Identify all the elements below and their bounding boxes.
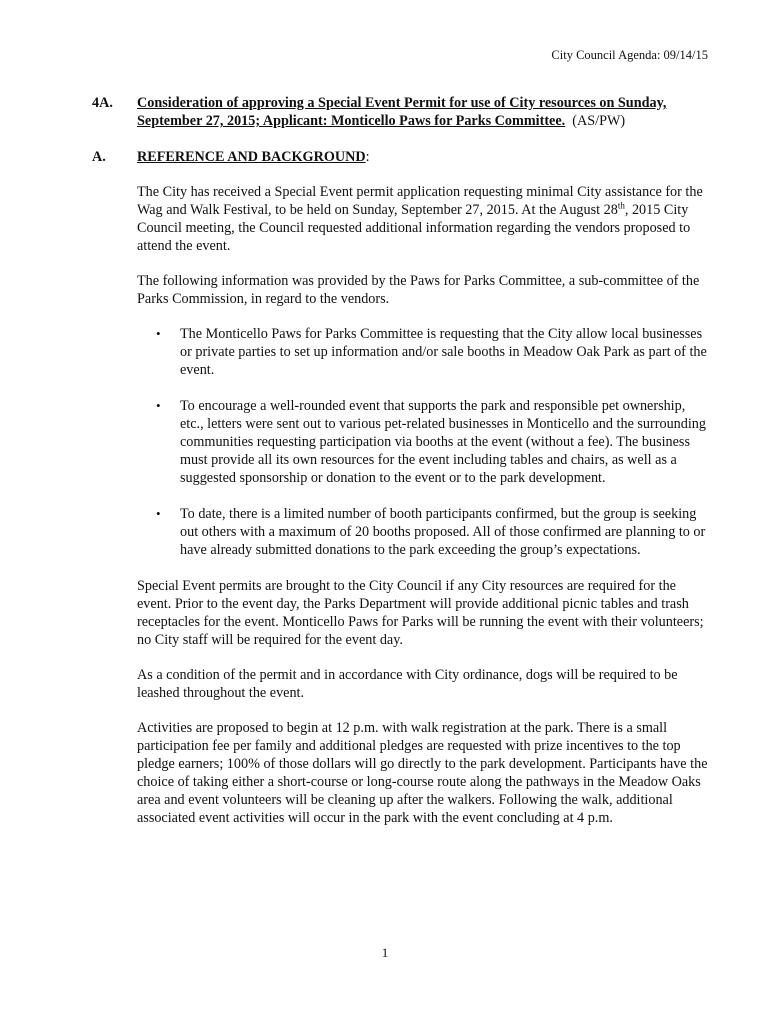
paragraph-vendors-info: The following information was provided by the Paws for Parks Committee, a sub-committee of the Parks Commission, in regard to the vendors. xyxy=(137,273,700,307)
document-body xyxy=(137,183,712,844)
item-title-line1: Consideration of approving a Special Event Permit for use of City resources on Sunday, xyxy=(137,95,667,111)
paragraph-leash: As a condition of the permit and in accordance with City ordinance, dogs will be required to be leashed throughout the event. xyxy=(137,667,678,701)
list-item xyxy=(137,397,712,487)
agenda-header: City Council Agenda: 09/14/15 xyxy=(551,48,708,62)
section-heading xyxy=(137,148,708,166)
item-title-line2: September 27, 2015; Applicant: Monticello Paws for Parks Committee. xyxy=(137,113,566,129)
bullet-text: To date, there is a limited number of booth participants confirmed, but the group is seeking out others with a maximum of 20 booths proposed. All of those confirmed are planning to or have already submitted donations to the park exceeding the group’s expectations. xyxy=(180,506,706,558)
vendor-bullet-list xyxy=(137,325,712,559)
list-item xyxy=(137,325,712,379)
section-letter: A. xyxy=(92,149,106,165)
bullet-text: The Monticello Paws for Parks Committee is requesting that the City allow local businesses or private parties to set up information and/or sale booths in Meadow Oak Park as part of the event. xyxy=(180,326,707,378)
bullet-icon: • xyxy=(156,326,161,341)
list-item xyxy=(137,505,712,559)
paragraph-intro-part1: The City has received a Special Event permit application requesting minimal City assistance for the Wag and Walk Festival, to be held on Sunday, September 27, 2015. At the August 28 xyxy=(137,184,703,218)
bullet-icon: • xyxy=(156,398,161,413)
ordinal-superscript: th xyxy=(617,200,625,211)
section-heading-text: REFERENCE AND BACKGROUND xyxy=(137,149,366,165)
paragraph-intro xyxy=(137,183,712,255)
bullet-text: To encourage a well-rounded event that supports the park and responsible pet ownership, etc., letters were sent out to various pet-related businesses in Monticello and the surrounding communities requesting participation via booths at the event (without a fee). The business must provide all its own resources for the event including tables and chairs, as well as a suggested sponsorship or donation to the event or to the park development. xyxy=(180,398,706,486)
item-title-suffix: (AS/PW) xyxy=(572,113,626,129)
bullet-icon: • xyxy=(156,506,161,521)
page-number: 1 xyxy=(381,945,389,960)
paragraph-activities: Activities are proposed to begin at 12 p.m. with walk registration at the park. There is a small participation fee per family and additional pledges are requested with prize incentives to the top pledge earners; 100% of those dollars will go directly to the park development. Participants have the choice of taking either a short-course or long-course route along the pathways in the Meadow Oaks area and event volunteers will be cleaning up after the walkers. Following the walk, additional associated event activities will occur in the park with the event concluding at 4 p.m. xyxy=(137,720,708,826)
paragraph-intro-part2: , 2015 City Council meeting, the Council requested additional information regarding the vendors proposed to attend the event. xyxy=(137,202,691,254)
item-title xyxy=(137,94,708,130)
paragraph-resources: Special Event permits are brought to the City Council if any City resources are required for the event. Prior to the event day, the Parks Department will provide additional picnic tables and trash receptacles for the event. Monticello Paws for Parks will be running the event with their volunteers; no City staff will be required for the event day. xyxy=(137,578,704,648)
section-heading-colon: : xyxy=(365,149,370,165)
item-number: 4A. xyxy=(92,95,113,111)
